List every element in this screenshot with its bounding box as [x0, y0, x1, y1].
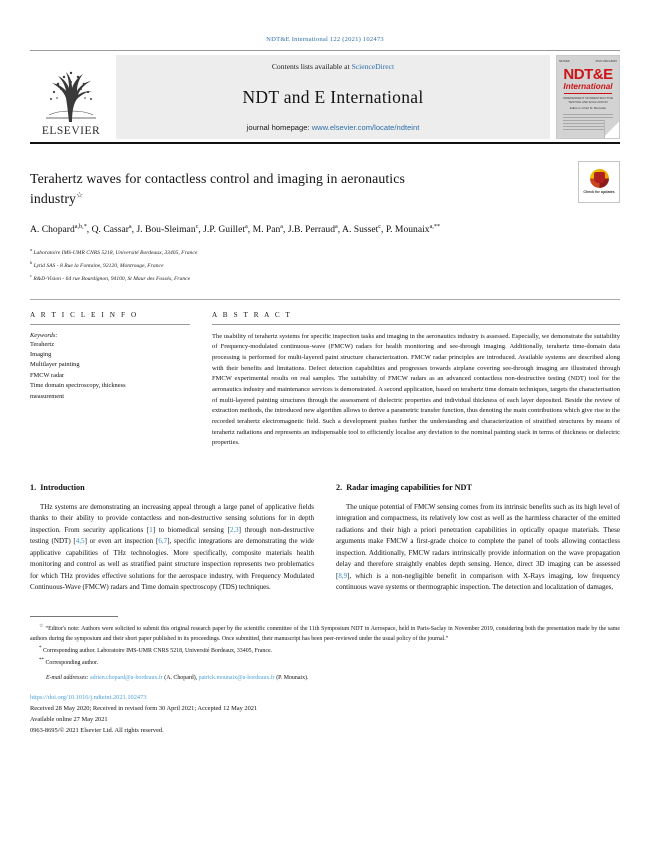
footnotes	[30, 623, 620, 684]
footnote-marker: ☆	[39, 623, 44, 629]
crossmark-label: Check for updates	[583, 190, 615, 195]
abstract-column	[212, 311, 620, 449]
author-name: J. Bou-Sleiman	[136, 224, 196, 236]
affiliation-marker: b	[30, 260, 33, 266]
imprint-block	[30, 692, 620, 736]
author-affil-marker: c	[378, 223, 382, 231]
affiliation-text: R&D-Vision - 64 rue Bourdignon, 94100, St Maur des Fossés, France	[33, 275, 191, 282]
footnote-rule	[30, 616, 118, 617]
cover-topbar	[557, 56, 619, 65]
footnote-text: Corresponding author. Laboratoire IMS-UMR CNRS 5218, Université Bordeaux, 33405, France.	[42, 647, 273, 654]
cover-editors: Editor-in-Chief M. Bentahar	[569, 106, 607, 111]
author-0	[30, 224, 87, 235]
section-title: Radar imaging capabilities for NDT	[346, 482, 472, 492]
title-block	[30, 169, 620, 208]
article-info-heading: A R T I C L E I N F O	[30, 310, 139, 319]
cover-divider	[564, 93, 612, 94]
affiliation-marker: a	[30, 247, 32, 253]
keywords-label: Keywords:	[30, 331, 58, 339]
footnote-marker: *	[39, 646, 42, 652]
footnote-editor-note	[30, 623, 620, 644]
citation-ref[interactable]: 1	[149, 525, 153, 534]
footnote-emails	[30, 673, 620, 683]
email-link-chopard[interactable]: adrien.chopard@u-bordeaux.fr	[89, 675, 163, 682]
author-affil-marker: a,**	[429, 223, 441, 231]
author-name: A. Susset	[342, 224, 379, 236]
body-column-right	[336, 483, 620, 594]
author-name: J.B. Perraud	[287, 224, 336, 236]
author-2	[136, 224, 198, 235]
sciencedirect-link[interactable]: ScienceDirect	[351, 62, 395, 71]
article-info-rule	[30, 324, 190, 325]
keyword-item: Terahertz	[30, 340, 55, 348]
author-name: Q. Cassar	[91, 224, 129, 236]
page-title	[30, 169, 460, 208]
affiliation-a	[30, 246, 610, 259]
cover-top-left: NDT&E	[559, 58, 570, 63]
affiliation-c	[30, 272, 610, 285]
paragraph: THz systems are demonstrating an increasing appeal through a large panel of applicative fields thanks to their ability to provide contactless and non-destructive sensing solutions for in depth inspection. From security applications [1] to biomedical sensing [2,3] through non-destructive testing (NDT) [4,5] or even art inspection [6,7], specific integrations are demonstrating the wide applicative capabilities of THz technologies. More specifically, composite materials health monitoring and control as well as stratified paint structure inspection represents two problematics for which THz provides effective solutions for the aerospace industry, with Frequency Modulated Continuous-Wave (FMCW) radars and Time domain spectroscopy (TDS) techniques.	[30, 502, 315, 592]
doi-link[interactable]: https://doi.org/10.1016/j.ndteint.2021.102473	[30, 694, 147, 702]
copyright-line: 0963-8695/© 2021 Elsevier Ltd. All rights reserved.	[30, 727, 164, 735]
contents-prefix: Contents lists available at	[271, 62, 352, 71]
section-number: 2.	[336, 482, 343, 492]
email-label: E-mail addresses:	[46, 675, 89, 682]
cover-page-curl-icon	[604, 120, 619, 138]
masthead-center	[116, 55, 550, 139]
email-link-mounaix[interactable]: patrick.mounaix@u-bordeaux.fr	[198, 675, 275, 682]
author-5	[288, 224, 338, 235]
body-column-left	[30, 483, 314, 594]
author-affil-marker: a	[128, 223, 132, 231]
author-affil-marker: c	[195, 223, 199, 231]
section-title: Introduction	[40, 482, 85, 492]
keyword-item: FMCW radar	[30, 371, 65, 379]
citation-ref[interactable]: 8,9	[338, 571, 348, 580]
affiliation-list	[30, 246, 610, 284]
paragraph: The unique potential of FMCW sensing comes from its intrinsic benefits such as its high level of integration and compactness, its relatively low cost as well as the harmless character of the emitted radiations and their high a priori penetration capabilities in optically opaque materials. These arguments make FMCW a first-grade choice to complete the panel of tools allowing contactless inspection. Additionally, FMCW radars intrinsically provide information on the wave propagation delay and therefore straightly enables depth sensing. Hence, direct 3D imaging can be assessed [8,9], which is a non-negligible benefit in comparison with X-Rays imaging, low frequency continuous wave systems or thermographic inspection. The detection and localization of damages,	[336, 502, 620, 592]
crossmark-badge[interactable]	[578, 161, 620, 203]
title-footnote-marker: ☆	[76, 189, 84, 199]
masthead-bottom-rule	[30, 142, 620, 144]
journal-cover-thumbnail	[556, 55, 620, 139]
homepage-prefix: journal homepage:	[246, 123, 312, 132]
author-name: A. Chopard	[30, 224, 75, 236]
author-affil-marker: a	[245, 223, 248, 231]
journal-homepage-link[interactable]: www.elsevier.com/locate/ndteint	[311, 123, 420, 132]
cover-title-main: NDT&E	[563, 66, 613, 83]
available-online: Available online 27 May 2021	[30, 716, 108, 724]
section-heading-radar-imaging	[336, 483, 620, 492]
elsevier-wordmark: ELSEVIER	[41, 125, 101, 137]
citation-ref[interactable]: 4,5	[75, 537, 85, 546]
section-number: 1.	[30, 482, 37, 492]
affiliation-b	[30, 259, 610, 272]
keyword-item: measurement	[30, 392, 65, 400]
affiliation-marker: c	[30, 272, 32, 278]
cover-tagline: INDEPENDENT NONDESTRUCTIVE TESTING AND EVALUATION	[562, 96, 614, 105]
article-info-column	[30, 311, 190, 449]
journal-homepage-line	[247, 123, 420, 132]
footnote-text: Corresponding author.	[45, 660, 99, 667]
abstract-heading: A B S T R A C T	[212, 310, 293, 319]
author-4	[253, 224, 283, 235]
journal-title: NDT and E International	[242, 86, 424, 107]
footnote-text: “Editor's note: Authors were solicited to submit this original research paper by the scientific committee of the 11th Symposium NDT in Aerospace, held in Paris-Saclay in November 2019, considering both the presentation made by the same authors during the symposium and their short paper published in its proceedings. Once submitted, their manuscript has been peer-reviewed under the usual policy of the journal.”	[30, 625, 620, 642]
author-affil-marker: a	[280, 223, 284, 231]
abstract-text: The usability of terahertz systems for specific inspection tasks and imaging in the aeronautics industry is assessed. Especially, we demonstrate the suitability of Frequency-modulated continuous-wave (FMCW) radars for health monitoring and see-through imaging. Additionally, terahertz time-domain data processing is performed for multi-layered paint structure characterization. FMCW radar principles are introduced. Available systems are described along with their benefits and limitations. Defect detection capabilities and progresses towards airplane covering see-through imaging are illustrated through FMCW experimental results on real samples. The suitability of FMCW radars as an advanced contactless non-destructive testing (NDT) tool for the aeronautics industry and maintenance services is demonstrated. A second application, based on terahertz time domain techniques, targets the characterisation of multi-layered painting structures through the assessment of dielectric properties and individual thickness of each layer deposited. Beside the review of extraction methods, the introduced new algorithm allows to derive a parametric transfer function, thus denoting the main contributions which give rise to the recorded terahertz electromagnetic field. Such a development pushes further the understanding and characterization of stratified structures by means of terahertz radiations and represents an indispensable tool to efficiently localise any deviation to the nominal painting stack in terms of thickness or dielectric properties.	[212, 332, 620, 447]
publication-history: Received 28 May 2020; Received in revised form 30 April 2021; Accepted 12 May 2021	[30, 705, 258, 713]
author-affil-marker: a	[335, 223, 338, 231]
elsevier-logo	[30, 55, 112, 139]
running-head: NDT&E International 122 (2021) 102473	[266, 36, 384, 43]
crossmark-icon	[590, 169, 609, 188]
citation-ref[interactable]: 6,7	[158, 537, 168, 546]
footnote-corresponding-2	[30, 657, 620, 668]
keyword-item: Multilayer painting	[30, 361, 80, 369]
author-7	[386, 224, 440, 235]
cover-title-sub: International	[563, 82, 613, 91]
citation-ref[interactable]: 2,3	[229, 525, 239, 534]
elsevier-tree-icon	[40, 68, 102, 124]
author-1	[92, 224, 132, 235]
author-affil-marker: a,b,*	[74, 223, 87, 231]
cover-top-right: ISSN 0963-8695	[595, 58, 617, 63]
email-owner-mounaix: (P. Mounaix).	[276, 675, 309, 682]
keyword-item: Imaging	[30, 351, 52, 359]
author-name: P. Mounaix	[385, 224, 430, 236]
author-6	[342, 224, 381, 235]
contents-available-line	[272, 62, 394, 71]
footnote-corresponding-1	[30, 645, 620, 656]
affiliation-text: Laboratoire IMS-UMR CNRS 5218, Université Bordeaux, 33405, France	[33, 250, 198, 257]
keywords-list	[30, 340, 190, 402]
keyword-item: Time domain spectroscopy, thickness	[30, 382, 126, 390]
author-name: J.P. Guillet	[203, 224, 246, 236]
body-columns	[30, 483, 620, 594]
author-name: M. Pan	[252, 224, 281, 236]
section-heading-introduction	[30, 483, 314, 492]
email-owner-chopard: (A. Chopard),	[164, 675, 198, 682]
affiliation-text: Lytid SAS - 8 Rue la Fontaine, 92120, Montrouge, France	[33, 262, 164, 269]
abstract-rule	[212, 324, 620, 325]
info-abstract-section	[30, 299, 620, 449]
author-3	[203, 224, 248, 235]
author-list: A. Chopard$^{a,b,*}$, Q. Cassar$^a$, J. Bou-Sleiman$^c$, J.P. Guillet$^a$, M. Pan$^a$, J.B. Perraud$^a$, A. Susset$^c$, P. Mounaix$^{a,**}$ $^a$ Laboratoire IMS-UMR CNRS 5218, Université Bordeaux, 33405, France $^b$ Lytid SAS - 8 Rue la Fontaine, 92120, Montrouge, France $^c$ R&D-Vision - 64 rue Bourdignon, 94100, St Maur des Fossés, France	[30, 222, 610, 284]
footnote-marker: **	[39, 658, 44, 664]
journal-masthead	[30, 50, 620, 139]
article-title-text: Terahertz waves for contactless control and imaging in aeronautics industry	[30, 171, 405, 206]
